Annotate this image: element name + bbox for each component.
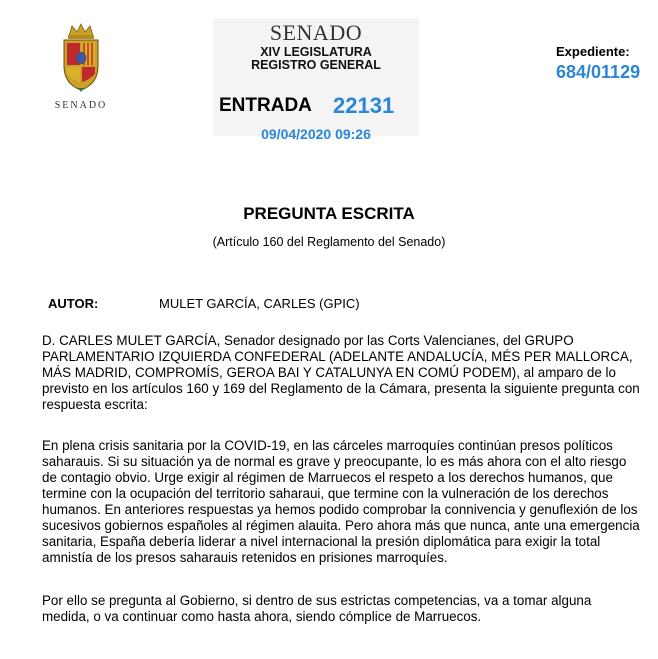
expediente-number: 684/01129 <box>556 62 641 82</box>
stamp-title: SENADO <box>269 20 363 45</box>
stamp-legislatura: XIV LEGISLATURA <box>260 45 372 59</box>
registration-stamp <box>213 18 419 142</box>
stamp-registro: REGISTRO GENERAL <box>251 58 381 72</box>
senado-coat-of-arms-icon <box>56 22 106 94</box>
paragraph-question: Por ello se pregunta al Gobierno, si dentro de sus estrictas competencias, va a tomar alguna medida, o va continuar como hasta ahora, siendo cómplice de Marruecos. <box>42 593 592 624</box>
logo-caption: SENADO <box>54 100 108 111</box>
paragraph-intro: D. CARLES MULET GARCÍA, Senador designado por las Corts Valencianes, del GRUPO PARLAMENTARIO IZQUIERDA CONFEDERAL (ADELANTE ANDALUCÍA, MÉS PER MALLORCA, MÁS MADRID, COMPROMÍS, GEROA BAI Y CATALUNYA EN COMÚ PODEM), al amparo de lo previsto en los artículos 160 y 169 del Reglamento de la Cámara, presenta la siguiente pregunta con respuesta escrita: <box>42 333 640 412</box>
expediente-label: Expediente: <box>556 44 630 59</box>
document-subtitle: (Artículo 160 del Reglamento del Senado) <box>212 235 446 249</box>
stamp-entrada-number: 22131 <box>333 93 395 118</box>
document-title: PREGUNTA ESCRITA <box>243 204 415 223</box>
autor-value: MULET GARCÍA, CARLES (GPIC) <box>159 296 360 311</box>
stamp-entrada-label: ENTRADA <box>219 95 312 116</box>
paragraph-body: En plena crisis sanitaria por la COVID-19, en las cárceles marroquíes continúan presos políticos saharauis. Si su situación ya de normal es grave y preocupante, lo es más ahora con el alto riesgo de contagio obvio. Urge exigir al régimen de Marruecos el respeto a los derechos humanos, que termine con la ocupación del territorio saharaui, que termine con la vulneración de los derechos humanos. En anteriores respuestas ya hemos podido comprobar la connivencia y genuflexión de los sucesivos gobiernos españoles al régimen alauita. Pero ahora más que nunca, ante una emergencia sanitaria, España debería liderar a nivel internacional la presión diplomática para exigir la total amnistía de los presos saharauis retenidos en prisiones marroquíes. <box>42 438 640 565</box>
autor-label: AUTOR: <box>48 296 99 311</box>
stamp-datetime: 09/04/2020 09:26 <box>261 126 371 142</box>
